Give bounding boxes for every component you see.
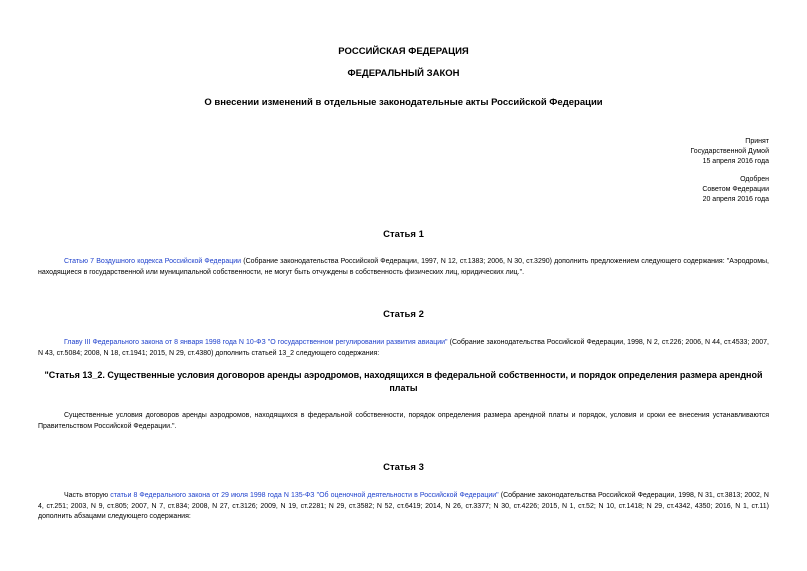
article-3-text bbox=[38, 491, 769, 523]
article-2-link[interactable]: Главу III Федерального закона от 8 января 1998 года N 10-ФЗ "О государственном регулировании развития авиации" bbox=[64, 339, 448, 346]
article-3-heading: Статья 3 bbox=[383, 462, 424, 473]
accepted-date: 15 апреля 2016 года bbox=[702, 158, 769, 165]
accepted-by: Государственной Думой bbox=[690, 148, 769, 155]
article-1-text bbox=[38, 257, 769, 278]
new-article-title: "Статья 13_2. Существенные условия договоров аренды аэродромов, находящихся в федеральной собственности, и порядок определения размера арендной платы bbox=[44, 370, 763, 393]
article-3-link[interactable]: статьи 8 Федерального закона от 29 июля 1998 года N 135-ФЗ "Об оценочной деятельности в Российской Федерации" bbox=[110, 492, 499, 499]
article-1-link[interactable]: Статью 7 Воздушного кодекса Российской Федерации bbox=[64, 258, 242, 265]
approved-by: Советом Федерации bbox=[702, 186, 769, 193]
accepted-label: Принят bbox=[745, 138, 769, 145]
law-title: О внесении изменений в отдельные законодательные акты Российской Федерации bbox=[204, 97, 603, 108]
article-1-body: (Собрание законодательства Российской Федерации, 1997, N 12, ст.1383; 2006, N 30, ст.3290) дополнить предложением следующего содержания: "Аэродромы, находящиеся в государственной или муниципальной собственности, не могут быть отчуждены в собственность физических лиц, юридических лиц.". bbox=[38, 258, 769, 276]
article-3-prefix: Часть вторую bbox=[64, 492, 111, 499]
approved-date: 20 апреля 2016 года bbox=[702, 196, 769, 203]
approved-label: Одобрен bbox=[740, 176, 769, 183]
adoption-block bbox=[690, 137, 769, 205]
article-2-text bbox=[38, 338, 769, 359]
article-1-heading: Статья 1 bbox=[383, 229, 424, 240]
country-heading: РОССИЙСКАЯ ФЕДЕРАЦИЯ bbox=[338, 46, 469, 57]
article-3-body: (Собрание законодательства Российской Федерации, 1998, N 31, ст.3813; 2002, N 4, ст.251; 2003, N 9, ст.805; 2007, N 7, ст.834; 2008, N 27, ст.3126; 2009, N 19, ст.2281; N 29, ст.3582; N 52, ст.6419; 2014, N 26, ст.3377; N 30, ст.4226; 2015, N 1, ст.52; N 10, ст.1418; N 29, ст.4342, 4350; 2016, N 1, ст.11) дополнить абзацами следующего содержания: bbox=[38, 492, 769, 520]
new-article-text: Существенные условия договоров аренды аэродромов, находящихся в федеральной собственности, порядок определения размера арендной платы и порядок, условия и сроки ее внесения устанавливаются Правительством Российской Федерации.". bbox=[38, 412, 769, 430]
article-2-body: (Собрание законодательства Российской Федерации, 1998, N 2, ст.226; 2006, N 44, ст.4533; 2007, N 43, ст.5084; 2008, N 18, ст.1941; 2015, N 29, ст.4380) дополнить статьей 13_2 следующего содержания: bbox=[38, 339, 769, 357]
article-2-heading: Статья 2 bbox=[383, 309, 424, 320]
doc-type-heading: ФЕДЕРАЛЬНЫЙ ЗАКОН bbox=[347, 68, 460, 79]
